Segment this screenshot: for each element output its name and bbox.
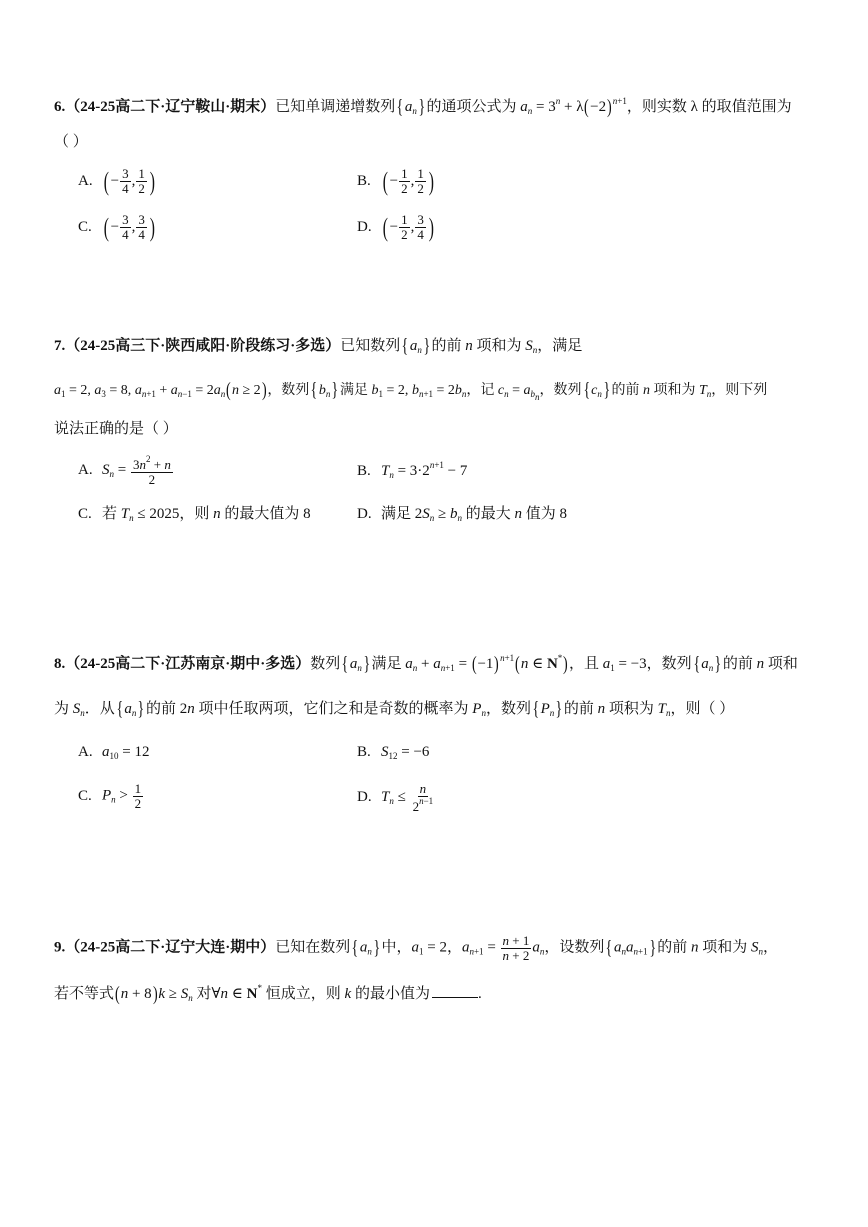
- question-7-option-c[interactable]: C. 若 $T_n \le 2025$，则 n 的最大值为 8: [78, 506, 311, 523]
- question-8-stem-line1: 8.（24-25高二下·江苏南京·期中·多选）数列$\{a_n\}$满足 $a_n + a_{n+1} = (-1)^{n+1}(n$ ∈ N*)，且 $a_1 = -3$，数列$\{a_n\}$的前 n 项和: [54, 653, 798, 675]
- question-6-option-d[interactable]: D. ( − $\frac{1}{2}$ , $\frac{3}{4}$ ): [357, 212, 434, 243]
- question-8-option-c[interactable]: C. $P_n$ > $\frac{1}{2}$: [78, 781, 142, 811]
- question-6-option-c[interactable]: C. ( − $\frac{3}{4}$ , $\frac{3}{4}$ ): [78, 212, 155, 243]
- question-source: （24-25高三下·陕西咸阳·阶段练习·多选）: [65, 338, 341, 354]
- question-8-option-d[interactable]: D. $T_n$ ≤ $\frac{n}{2^{n-1}}$: [357, 781, 434, 814]
- question-7-stem-line3: 说法正确的是（ ）: [54, 421, 178, 437]
- question-number: 7.: [54, 338, 66, 354]
- question-9-stem-line2: 若不等式$(n + 8)k \ge S_n$ 对∀n ∈ N* 恒成立，则 k 的最小值为 .: [54, 983, 482, 1005]
- question-9-stem-line1: 9.（24-25高二下·辽宁大连·期中）已知在数列$\{a_n\}$中，$a_1 = 2$，$a_{n+1}$ = $\frac{n + 1}{n + 2}$ $a_n$，设数列$\{a_na_{n+1}\}$的前 n 项和为 $S_n$，: [54, 933, 778, 963]
- question-7-option-a[interactable]: A. $S_n$ = $\frac{3n^2 + n}{2}$: [78, 454, 171, 487]
- question-6-option-b[interactable]: B. ( − $\frac{1}{2}$ , $\frac{1}{2}$ ): [357, 166, 434, 197]
- question-7-stem-line1: 7.（24-25高三下·陕西咸阳·阶段练习·多选）已知数列$\{a_n\}$的前 n 项和为 $S_n$，满足: [54, 335, 583, 357]
- question-7-stem-line2: $a_1 = 2$, $a_3 = 8$, $a_{n+1} + a_{n-1} = 2a_n(n \ge 2)$，数列$\{b_n\}$满足 $b_1 = 2$, $b_{n+1} = 2b_n$，记 $c_n = a_{b_n}$，数列$\{c_n\}$的前 n 项和为 $T_n$，则下列: [54, 379, 768, 402]
- question-8-stem-line2: 为 $S_n$．从$\{a_n\}$的前 2n 项中任取两项，它们之和是奇数的概率为 $P_n$，数列$\{P_n\}$的前 n 项积为 $T_n$，则（ ）: [54, 698, 735, 720]
- question-number: 9.: [54, 939, 66, 956]
- question-source: （24-25高二下·辽宁大连·期中）: [65, 939, 276, 956]
- question-7-option-d[interactable]: D. 满足 $2S_n \ge b_n$ 的最大 n 值为 8: [357, 506, 568, 523]
- question-7-option-b[interactable]: B. $T_n = 3\cdot 2^{n+1} - 7$: [357, 460, 468, 480]
- answer-blank[interactable]: [432, 997, 478, 998]
- question-number: 8.: [54, 656, 66, 672]
- question-6-stem-line1: 6.（24-25高二下·辽宁鞍山·期末）已知单调递增数列$\{a_n\}$的通项公式为 $a_n = 3^n + \lambda(-2)^{n+1}$，则实数 λ 的取值范围为: [54, 96, 792, 118]
- question-6-option-a[interactable]: A. ( − $\frac{3}{4}$ , $\frac{1}{2}$ ): [78, 166, 155, 197]
- question-8-option-a[interactable]: A. $a_{10} = 12$: [78, 744, 150, 761]
- question-source: （24-25高二下·江苏南京·期中·多选）: [65, 656, 311, 672]
- question-source: （24-25高二下·辽宁鞍山·期末）: [65, 99, 276, 115]
- question-6-stem-line2: （ ）: [54, 134, 88, 150]
- question-8-option-b[interactable]: B. $S_{12} = -6$: [357, 744, 430, 761]
- question-number: 6.: [54, 99, 66, 115]
